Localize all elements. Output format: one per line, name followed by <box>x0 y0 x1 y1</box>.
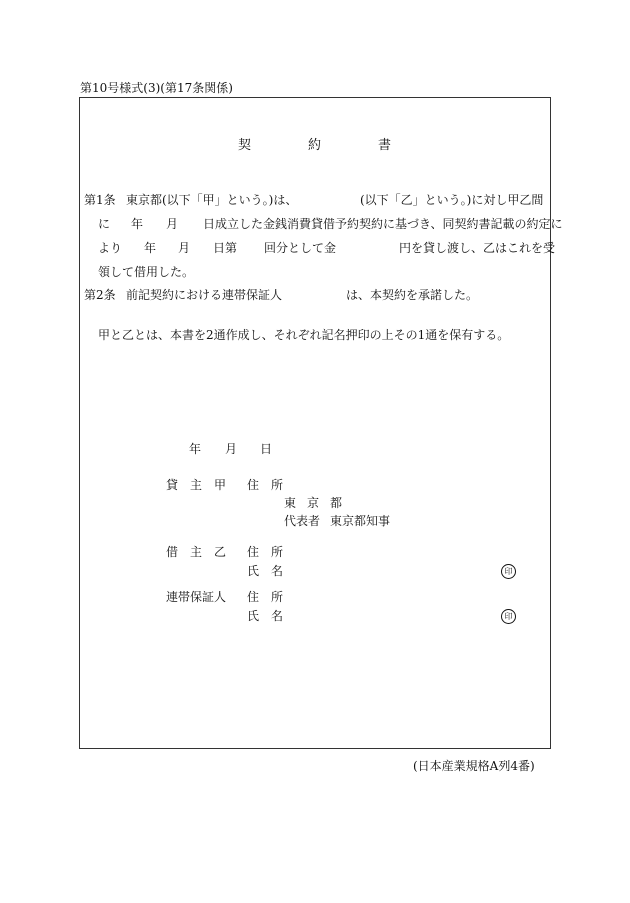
guarantor-address-label-2: 所 <box>271 590 284 604</box>
lender-name-1: 東 <box>284 496 297 510</box>
article-1-line2-month: 月 <box>166 217 179 231</box>
lender-rep-name: 東京都知事 <box>330 514 391 528</box>
article-1-line3-d: 日第 <box>213 241 238 255</box>
borrower-name-label-1: 氏 <box>247 564 260 578</box>
guarantor-name-label-2: 名 <box>271 609 284 623</box>
borrower-role-1: 借 <box>166 545 179 559</box>
lender-name-2: 京 <box>307 496 320 510</box>
article-2-label: 第2条 <box>84 288 116 302</box>
borrower-address-label-2: 所 <box>271 545 284 559</box>
lender-name-3: 都 <box>330 496 343 510</box>
article-1-line3-a: より <box>98 241 123 255</box>
article-1-line3-e: 回分として金 <box>264 241 337 255</box>
borrower-role-2: 主 <box>190 545 203 559</box>
closing-clause: 甲と乙とは、本書を2通作成し、それぞれ記名押印の上その1通を保有する。 <box>98 328 510 342</box>
title-char-1: 契 <box>238 138 252 153</box>
date-year: 年 <box>189 442 202 456</box>
borrower-seal-icon: 印 <box>501 564 516 579</box>
article-2-b: は、本契約を承諾した。 <box>346 288 479 302</box>
lender-address-label-2: 所 <box>271 478 284 492</box>
article-1-line3-year: 年 <box>144 241 157 255</box>
article-1-line1-b: (以下「乙」という。)に対し甲乙間 <box>360 193 544 207</box>
title-char-3: 書 <box>378 138 392 153</box>
lender-role-2: 主 <box>190 478 203 492</box>
article-1-line4: 領して借用した。 <box>98 265 195 279</box>
paper-standard-note: (日本産業規格A列4番) <box>413 759 535 773</box>
guarantor-name-label-1: 氏 <box>247 609 260 623</box>
article-1-line1-a: 東京都(以下「甲」という。)は、 <box>126 193 298 207</box>
lender-rep-label: 代表者 <box>284 514 321 528</box>
article-1-line2-d: 日成立した金銭消費貸借予約契約に基づき、同契約書記載の約定に <box>203 217 563 231</box>
article-2-a: 前記契約における連帯保証人 <box>126 288 283 302</box>
borrower-role-3: 乙 <box>214 545 227 559</box>
article-1-label: 第1条 <box>84 193 116 207</box>
article-1-line2-year: 年 <box>131 217 144 231</box>
title-char-2: 約 <box>308 138 322 153</box>
borrower-name-label-2: 名 <box>271 564 284 578</box>
lender-role-3: 甲 <box>214 478 227 492</box>
guarantor-address-label-1: 住 <box>247 590 260 604</box>
lender-address-label-1: 住 <box>247 478 260 492</box>
borrower-address-label-1: 住 <box>247 545 260 559</box>
article-1-line2-a: に <box>98 217 111 231</box>
article-1-line3-month: 月 <box>178 241 191 255</box>
lender-role-1: 貸 <box>166 478 179 492</box>
form-number: 第10号様式(3)(第17条関係) <box>80 81 233 95</box>
guarantor-seal-icon: 印 <box>501 609 516 624</box>
guarantor-role: 連帯保証人 <box>166 590 227 604</box>
date-month: 月 <box>225 442 238 456</box>
article-1-line3-f: 円を貸し渡し、乙はこれを受 <box>399 241 556 255</box>
date-day: 日 <box>260 442 273 456</box>
